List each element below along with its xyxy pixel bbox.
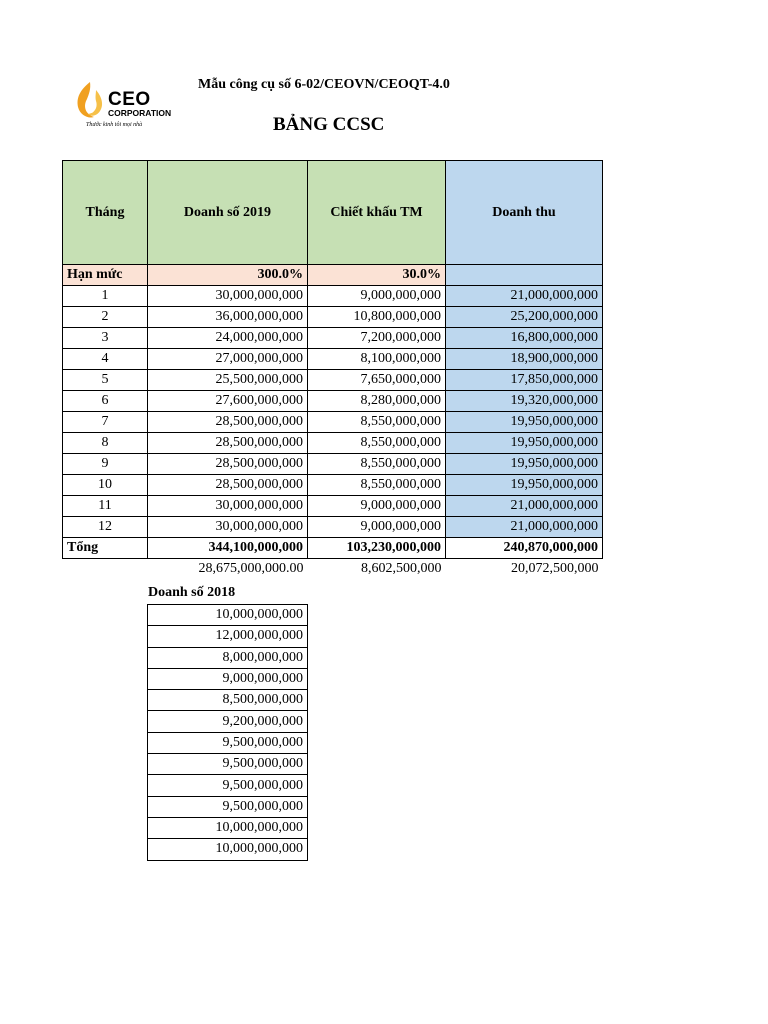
revenue-cell: 21,000,000,000	[446, 517, 603, 538]
table-row	[63, 349, 603, 370]
flame-icon	[74, 80, 108, 120]
limit-label: Hạn mức	[63, 265, 148, 286]
table-row	[148, 732, 308, 753]
table-row	[63, 475, 603, 496]
table-row	[148, 605, 308, 626]
revenue-cell: 16,800,000,000	[446, 328, 603, 349]
discount-cell: 9,000,000,000	[308, 496, 446, 517]
sales-2018-cell: 10,000,000,000	[148, 817, 308, 838]
total-revenue: 240,870,000,000	[446, 538, 603, 559]
month-cell: 5	[63, 370, 148, 391]
discount-cell: 10,800,000,000	[308, 307, 446, 328]
sales-2018-cell: 8,500,000,000	[148, 690, 308, 711]
discount-cell: 7,650,000,000	[308, 370, 446, 391]
sales-cell: 30,000,000,000	[148, 286, 308, 307]
sales-2018-cell: 12,000,000,000	[148, 626, 308, 647]
revenue-cell: 25,200,000,000	[446, 307, 603, 328]
month-cell: 10	[63, 475, 148, 496]
page-title: BẢNG CCSC	[273, 114, 385, 135]
total-sales: 344,100,000,000	[148, 538, 308, 559]
average-empty	[63, 559, 148, 580]
sales-2018-cell: 9,500,000,000	[148, 732, 308, 753]
sales-2018-cell: 10,000,000,000	[148, 605, 308, 626]
table-row	[148, 626, 308, 647]
average-sales: 28,675,000,000.00	[198, 561, 304, 576]
revenue-cell: 19,950,000,000	[446, 475, 603, 496]
table-row	[148, 775, 308, 796]
total-label: Tổng	[63, 538, 148, 559]
sales-cell: 28,500,000,000	[148, 475, 308, 496]
month-cell: 4	[63, 349, 148, 370]
table-row	[63, 412, 603, 433]
discount-cell: 8,280,000,000	[308, 391, 446, 412]
revenue-cell: 19,950,000,000	[446, 454, 603, 475]
discount-cell: 8,550,000,000	[308, 475, 446, 496]
sales-cell: 30,000,000,000	[148, 517, 308, 538]
sales-2018-table	[147, 604, 308, 861]
sales-2018-cell: 10,000,000,000	[148, 839, 308, 860]
revenue-cell: 19,950,000,000	[446, 412, 603, 433]
sales-2018-cell: 9,000,000,000	[148, 668, 308, 689]
discount-cell: 7,200,000,000	[308, 328, 446, 349]
table-row	[148, 668, 308, 689]
sales-cell: 28,500,000,000	[148, 412, 308, 433]
discount-cell: 9,000,000,000	[308, 286, 446, 307]
table-row	[63, 391, 603, 412]
month-cell: 6	[63, 391, 148, 412]
total-row	[63, 538, 603, 559]
table-row	[148, 690, 308, 711]
form-code: Mẫu công cụ số 6-02/CEOVN/CEOQT-4.0	[198, 77, 450, 92]
logo-brand: CEO	[108, 89, 151, 110]
table-row	[63, 307, 603, 328]
sales-cell: 28,500,000,000	[148, 433, 308, 454]
sales-cell: 24,000,000,000	[148, 328, 308, 349]
month-cell: 12	[63, 517, 148, 538]
table-row	[148, 796, 308, 817]
month-cell: 2	[63, 307, 148, 328]
table-row	[63, 454, 603, 475]
sales-cell: 27,600,000,000	[148, 391, 308, 412]
revenue-cell: 21,000,000,000	[446, 286, 603, 307]
table-row	[148, 839, 308, 860]
header-sales-2019: Doanh số 2019	[148, 161, 308, 265]
month-cell: 11	[63, 496, 148, 517]
ccsc-table	[62, 160, 603, 579]
total-discount: 103,230,000,000	[308, 538, 446, 559]
limit-revenue	[446, 265, 603, 286]
discount-cell: 8,100,000,000	[308, 349, 446, 370]
month-cell: 3	[63, 328, 148, 349]
month-cell: 9	[63, 454, 148, 475]
header-discount: Chiết khấu TM	[308, 161, 446, 265]
table-row	[63, 286, 603, 307]
limit-discount: 30.0%	[308, 265, 446, 286]
discount-cell: 8,550,000,000	[308, 433, 446, 454]
average-row	[63, 559, 603, 580]
discount-cell: 9,000,000,000	[308, 517, 446, 538]
revenue-cell: 19,950,000,000	[446, 433, 603, 454]
revenue-cell: 21,000,000,000	[446, 496, 603, 517]
month-cell: 8	[63, 433, 148, 454]
sales-cell: 25,500,000,000	[148, 370, 308, 391]
table-row	[148, 711, 308, 732]
table-row	[148, 647, 308, 668]
sales-2018-cell: 9,200,000,000	[148, 711, 308, 732]
discount-cell: 8,550,000,000	[308, 412, 446, 433]
revenue-cell: 17,850,000,000	[446, 370, 603, 391]
sales-2018-title: Doanh số 2018	[148, 585, 236, 600]
table-row	[63, 328, 603, 349]
revenue-cell: 18,900,000,000	[446, 349, 603, 370]
table-row	[63, 496, 603, 517]
header-revenue: Doanh thu	[446, 161, 603, 265]
sales-cell: 28,500,000,000	[148, 454, 308, 475]
logo-subtitle: CORPORATION	[108, 108, 172, 118]
sales-2018-cell: 8,000,000,000	[148, 647, 308, 668]
table-row	[63, 517, 603, 538]
ceo-logo	[74, 78, 174, 134]
sales-2018-cell: 9,500,000,000	[148, 775, 308, 796]
table-row	[63, 433, 603, 454]
month-cell: 1	[63, 286, 148, 307]
average-discount: 8,602,500,000	[361, 561, 442, 576]
header-month: Tháng	[63, 161, 148, 265]
logo-slogan: Thước kinh tôi mọi nhà	[86, 122, 143, 128]
table-row	[148, 754, 308, 775]
discount-cell: 8,550,000,000	[308, 454, 446, 475]
sales-cell: 30,000,000,000	[148, 496, 308, 517]
average-revenue: 20,072,500,000	[511, 561, 599, 576]
sales-2018-cell: 9,500,000,000	[148, 796, 308, 817]
header-row	[63, 161, 603, 265]
table-row	[63, 370, 603, 391]
limit-row	[63, 265, 603, 286]
month-cell: 7	[63, 412, 148, 433]
table-row	[148, 817, 308, 838]
sales-cell: 27,000,000,000	[148, 349, 308, 370]
revenue-cell: 19,320,000,000	[446, 391, 603, 412]
sales-2018-cell: 9,500,000,000	[148, 754, 308, 775]
sales-cell: 36,000,000,000	[148, 307, 308, 328]
limit-sales: 300.0%	[148, 265, 308, 286]
